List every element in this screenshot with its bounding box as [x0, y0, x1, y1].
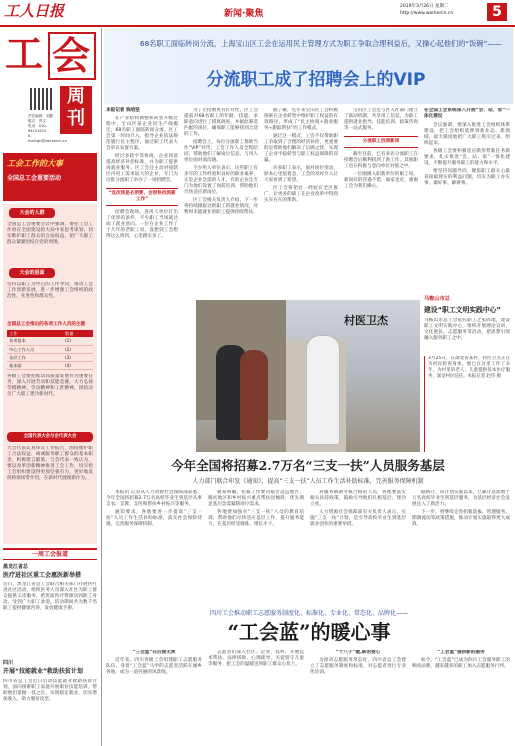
editor-line: E-mail:gh@workercn.cn — [28, 134, 67, 143]
villager-figure — [240, 350, 268, 440]
lead-headline: 分流职工成了招聘会上的VIP — [206, 70, 426, 90]
weekly-char2: 刊 — [67, 108, 85, 129]
middle-col-3: 对服务期满考核合格的人员，各地要落实相关扶持政策，鼓励引导他们扎根基层、建功立业。 人力资源社会保障部有关负责人表示，实施“三支一扶”计划，是引导高校毕业生到基层就业创业的重要举措。 — [310, 490, 406, 527]
box1-title: 大会的人群 — [9, 208, 55, 218]
bottom-story — [104, 606, 513, 746]
box2-title: 大会的层面 — [9, 268, 55, 278]
site-url: http://www.workercn.cn — [400, 11, 454, 16]
left-divider — [101, 28, 102, 746]
bottom-col-4: “工会蓝”提供新的服务 如今，“工会蓝”已成为四川工会服务职工的响亮品牌，越来越多的职工加入志愿服务行列。 — [412, 650, 510, 669]
doctor-figure — [306, 335, 340, 445]
news1-title: 医疗进社区重工会惠医新举措 — [3, 572, 82, 579]
banner-title: 工会工作的大事 — [7, 159, 63, 168]
middle-col-2: 通知明确，招募工作要向艰苦边远地区、脱贫地区和乡村振兴重点帮扶县倾斜，优先满足基层急需紧缺岗位需求。 各地要加强对“三支一扶”人员的教育培训，帮助他们尽快适应基层工作，提升服务能力，在基层经受锻炼、增长才干。 — [208, 490, 304, 527]
news2-title: 开展“技能就业”救助扶贫计划 — [3, 668, 83, 675]
page-number: 5 — [487, 3, 507, 21]
table-cell: (4) — [65, 363, 71, 368]
lead-col-1: 在产业结构调整和转型升级过程中，宝山区某企业因生产线搬迁，68名职工面临转岗分流。区工会第一时间介入，指导企业依法规范履行民主程序，通过职工代表大会审议安置方案。 经过多轮平等协商，企业同意提高经济补偿标准，并为职工提供再就业服务。区工会还主动对接辖区内用工需求较大的企业，专门为这批分流职工举办了一场招聘会。 “这次我是必须要，会很快找到新工作” 招聘会现场，各用人单位打出了优厚的条件，不少职工当场就达成了就业意向。一位在企业工作了十几年的老职工说，没想到工会想得这么周到，心里踏实多了。 — [106, 116, 178, 239]
weekly-news-title: 一周工会报道 — [31, 551, 68, 558]
panel-text-2: 大会代表认真审议工作报告，围绕维护职工合法权益、竭诚服务职工群众的基本职责，积极建言献策。与会代表一致认为，要以改革创新精神推进工会工作，切实把工会组织建设得更加坚强有力，更好地发挥桥梁纽带作用，在新时代展现新作为。 — [7, 446, 93, 481]
pullquote-1: “这次我是必须要，会很快找到新工作” — [106, 188, 178, 206]
photo-caption: 3月25日，在湖北省某村，村医卫杰正在为村民检查身体。他已在这里工作了多年，为村里的老人、儿童提供基本医疗服务，深受村民信任。本报记者 赵伟 摄 — [424, 356, 510, 452]
right-story-title: 建设“职工文明实践中心” — [424, 306, 501, 314]
paper-logo: 工人日报 — [4, 2, 65, 20]
data-table — [7, 330, 93, 370]
photo-title: 村医卫杰 — [344, 314, 388, 327]
bottom-col-3: “十八子”暖,新的爱心 为推动志愿服务常态化，四川省总工会建立了志愿服务制度和标准，对志愿者进行专业化培训。 — [310, 650, 406, 675]
qr-code — [30, 88, 52, 110]
masthead — [0, 0, 515, 26]
masthead-rule — [0, 25, 515, 27]
bottom-subhead-3: “工会蓝”提供新的服务 — [437, 650, 485, 655]
middle-story — [104, 456, 513, 606]
table-header: 工作 — [9, 331, 18, 336]
table-cell: (3) — [65, 354, 71, 360]
lead-byline: 本报记者 钱培坚 — [106, 108, 140, 113]
news2-body: 四川省总工会近日启动技能就业救助扶贫计划，面向困难职工家庭开展职业技能培训，帮助他们掌握一技之长，实现稳定就业，切实增加收入，助力脱贫攻坚。 — [3, 679, 97, 702]
lead-note: 在全国工会系统深入开展“会、站、家”一体化建设 — [424, 108, 510, 119]
lead-col-5: 在全国工会系统深入开展“会、站、家”一体化建设 会议强调，要深入推进工会组织体系建设，把工会组织延伸到新业态、新领域，最大限度地把广大职工吸引过来、组织起来。 各级工会要积极适应新形势新任务新要求，扎实推进“会、站、家”一体化建设，不断提升服务职工的能力和水平。 要坚持问题导向，聚焦职工最关心最直接最现实的利益问题，切实为职工办实事、做好事、解难事。 — [424, 108, 510, 186]
table-cell: 各项基本 — [9, 338, 26, 344]
lead-header — [104, 28, 513, 104]
table-cell: 各层工作 — [9, 354, 26, 360]
table-row — [7, 362, 93, 370]
bottom-col-2: 志愿者们深入社区、企业、农村，开展技术帮扶、法律援助、心理疏导、关爱留守儿童等服务，把工会的温暖送到职工群众心坎上。 — [208, 650, 304, 667]
news1-region: 黑龙江省总 — [3, 564, 29, 570]
table-header: 数量 — [65, 331, 74, 336]
lead-col-2: 为了让招聘更有针对性，区工会提前对68名职工的年龄、技能、求职意向进行了摸底调查，并据此筛选匹配的岗位，确保职工能够找到合适的工作。 招聘会上，每位分流职工都被当作“VIP”对待，工会工作人员全程陪同，帮助他们了解岗位信息、与用人单位面对面沟通。 不少用人单位表示，这些职工有多年的工作经验和良好的职业素养，正是企业急需的人才。有的企业还专门为他们设置了岗前培训，帮助他们尽快适应新岗位。 区工会相关负责人介绍，下一步将持续跟踪这批职工的就业情况，对暂时未能就业的职工提供持续帮扶。 — [184, 108, 258, 215]
title-char-gong: 工 — [5, 31, 44, 76]
table-cell: (2) — [65, 346, 71, 352]
weekly-char1: 周 — [67, 86, 85, 107]
weekly-news-header — [3, 548, 97, 560]
left-column — [0, 28, 100, 746]
middle-headline: 今年全国将招募2.7万名“三支一扶”人员服务基层 — [171, 458, 445, 473]
title-block — [0, 28, 100, 158]
right-story-region: 马鞍山市总 — [424, 296, 450, 302]
middle-subhead: 人力部门联合印发《通知》，提高“三支一扶”人员工作生活补助标准，完善服务保障机制 — [192, 478, 424, 485]
bottom-kicker: 四川工会推动职工志愿服务制度化、标准化、专业化、常态化、品牌化—— — [209, 610, 408, 617]
middle-col-1: 本报讯 记者从人力资源社会保障部获悉，今年全国将招募2.7万名高校毕业生到基层从事支农、支教、支医和帮扶乡村振兴等服务。 通知要求，各地要进一步提高“三支一扶”人员工作生活补助标准，落实社会保险待遇，完善服务保障机制。 — [106, 490, 202, 527]
table-cell: 基本面 — [9, 363, 22, 368]
editor-line: 电话：010-84151615 — [28, 124, 47, 133]
title-char-hui: 会 — [52, 33, 91, 78]
weekly-badge — [60, 86, 92, 134]
table-row — [7, 337, 93, 345]
bottom-subhead-1: “三会蓝”在后援无须 — [132, 650, 176, 655]
right-story-body: 马鞍山市总工会依托职工之家阵地，建设职工文明实践中心，组织开展理论宣讲、文化惠民、志愿服务等活动，把思想引领融入服务职工之中。 — [424, 318, 510, 341]
table-cell: 中心工作人员 — [9, 346, 35, 352]
left-banner — [3, 153, 97, 201]
section-title: 新闻·聚焦 — [224, 9, 264, 19]
news2-region: 四川 — [3, 660, 14, 666]
table-row — [7, 346, 93, 354]
editor-line: 版式：罗文 — [28, 119, 46, 123]
table-title: 全国总工会推出的各项工作人员的主题 — [7, 322, 86, 327]
editor-info — [28, 114, 67, 144]
village-doctor-photo — [196, 300, 420, 452]
table-header-row — [7, 330, 93, 337]
bottom-subhead-2: “十八子”暖,新的爱心 — [335, 650, 381, 655]
issue-date: 2019年3月26日 星期二 — [400, 4, 449, 9]
box2-text: 坚持以职工为中心的工作导向，推动工会工作创新发展，进一步增强工会组织的政治性、先进性和群众性。 — [7, 282, 93, 299]
box1-text: 全国总工会重要会议中强调，要把工会工作放在全面建设的大局中来思考谋划，切实维护职工群众的合法权益，把广大职工群众紧紧团结在党的周围。 — [7, 222, 93, 245]
bottom-headline: “工会蓝”的暖心事 — [227, 620, 391, 644]
info-panel — [3, 204, 97, 544]
lead-col-3: 据了解，近年来宝山区工会积极探索在企业转型中维护职工权益的有效路径，形成了“民主协商+就业服务+跟踪帮扶”的工作模式。 通过这一模式，工会不仅帮助职工争取到了合理的经济补偿，更重要的是帮助他们解决了后顾之忧，实现了企业平稳转型与职工权益保障的双赢。 许多职工表示，面对岗位变动，原本心里很着急，工会的及时介入让大家看到了希望。 区工会将把这一经验在全区推广，让更多的职工在企业改革中得到实实在在的帮助。 — [264, 108, 338, 203]
lead-kicker: 68名职工面临转岗分流，上海宝山区工会在运用民主管理方式为职工争取合理利益后，又操心起他们的“饭碗”—— — [140, 39, 502, 48]
table-cell: (1) — [65, 338, 71, 344]
middle-col-4: 据统计，该计划实施以来，已累计选派数十万名高校毕业生到基层服务，为基层经济社会发展注入了新活力。 下一步，将继续完善招募选拔、管理服务、期满流动等政策措施，推动计划实施取得更大成效。 — [412, 490, 510, 527]
panel-text-1: 各级工会要把推动高质量发展作为重要任务，深入开展劳动和技能竞赛，大力弘扬劳模精神、劳动精神和工匠精神，团结动员广大职工建功新时代。 — [7, 374, 93, 397]
banner-sub: 全国总工会重要活动 — [7, 175, 62, 182]
table-row — [7, 354, 93, 362]
bottom-col-1: “三会蓝”在后援无须 近年来，四川各级工会组建职工志愿服务队伍，身着“工会蓝”马甲的志愿者活跃在城乡各地，成为一道亮丽的风景线。 — [106, 650, 202, 675]
editor-line: 责任编辑：刘静 — [28, 114, 54, 118]
lead-col-4: 宝山区工会还与区人社部门建立了联动机制，共享用工信息，为职工提供就业指导、技能培训、政策咨询等一站式服务。 分流职工找到新岗 截至目前，已有多名分流职工在招聘会后顺利找到了新工作，其他职工也在积极与意向单位对接之中。 一位刚刚入职新单位的职工说，新岗位的待遇不错，离家也近，感谢工会为我们操心。 — [344, 108, 418, 189]
pullquote-2: 分流职工找到新岗 — [344, 136, 418, 148]
news1-body: 近日，黑龙江省总工会联合相关部门开展医疗进社区活动，组织医务人员深入社区为职工群众提供义诊服务，把优质医疗资源送到职工身边，受到广大职工欢迎。活动期间共为数千名职工提供健康咨询，发放健康手册。 — [3, 582, 97, 611]
box3-title: 全国代表大会与会代表大会 — [7, 432, 93, 442]
